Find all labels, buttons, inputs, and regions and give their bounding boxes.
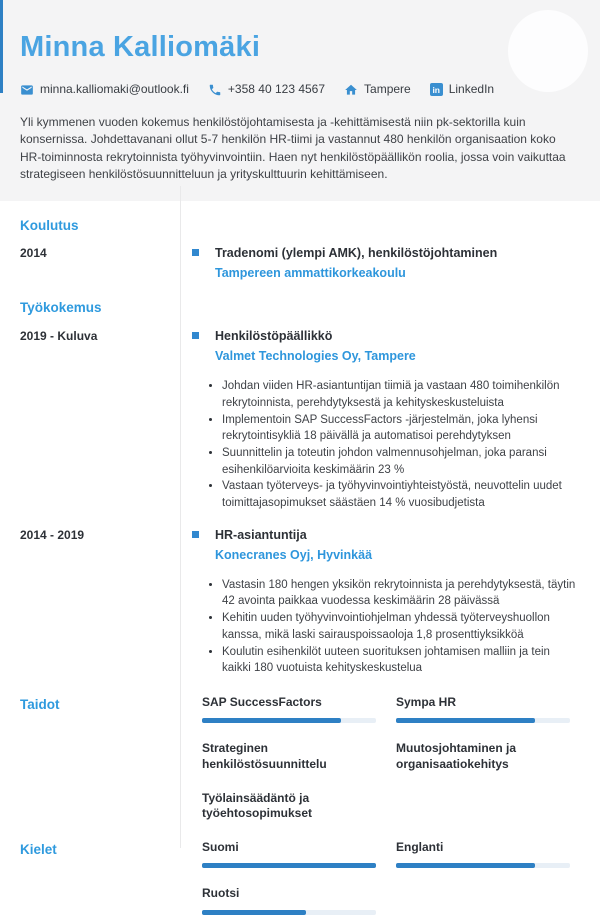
section-experience [0,298,600,676]
school-link[interactable]: Tampereen ammattikorkeakoulu [215,266,406,281]
page-title: Minna Kalliomäki [20,31,261,63]
job2-date: 2014 - 2019 [20,527,85,542]
location-item [344,81,411,98]
location-text: Tampere [364,82,411,97]
language-label: Suomi [202,839,239,854]
job1-date: 2019 - Kuluva [20,328,98,343]
phone-link[interactable] [208,81,325,98]
language-bar-fill [202,863,376,868]
section-skills [0,695,600,822]
contact-row [20,81,580,98]
job1-entry [192,327,580,512]
bullet-item: • Vastasin 180 hengen yksikön rekrytoinnista ja perehdytyksestä, täytin 42 avointa paikkaa vuodessa keskimäärin 28 päivässä [222,577,580,610]
bullet-item: • Suunnittelin ja toteutin johdon valmennusohjelman, joka paransi esihenkilöarvioita keskimäärin 23 % [222,445,580,478]
linkedin-text: LinkedIn [448,82,495,97]
linkedin-link[interactable] [430,81,494,98]
skill-bar-track [202,718,376,723]
resume-body [0,201,600,915]
language-bar-track [202,863,376,868]
languages-grid [202,840,580,915]
entry-marker-icon [192,332,199,339]
skill-label: Muutosjohtaminen ja organisaatiokehitys [396,741,516,772]
summary: Yli kymmenen vuoden kokemus henkilöstöjohtamisesta ja -kehittämisestä niin pk-sektorilla kuin konsernissa. Johdettavanani ollut 5-7 henkilön HR-tiimi ja vastannut 480 henkilön organisaation koko HR-toiminnosta rekrytoinnista työhyvinvointiin. Haen nyt henkilöstöpäällikön roolia, jossa voin vaikuttaa strategiseen henkilöstösuunnitteluun ja yrityskulttuurin kehittämiseen. [20,115,566,181]
skill-item [202,695,376,724]
phone-text: +358 40 123 4567 [227,82,326,97]
language-item [202,840,376,869]
accent-stripe [0,0,3,93]
skill-item [202,791,376,822]
language-bar-fill [396,863,535,868]
education-entry [192,244,580,282]
phone-icon [208,83,222,97]
avatar [508,10,588,92]
education-date: 2014 [20,246,47,261]
section-title-skills: Taidot [20,696,60,712]
section-education [0,216,600,283]
language-item [202,886,376,915]
job1-company-link[interactable]: Valmet Technologies Oy, Tampere [215,349,416,364]
skill-bar-fill [202,718,341,723]
language-bar-track [202,910,376,915]
language-label: Ruotsi [202,886,240,901]
job2-title: HR-asiantuntija [215,527,307,542]
skills-grid [202,695,580,822]
skill-item [202,741,376,772]
bullet-item: • Johdan viiden HR-asiantuntijan tiimiä ja vastaan 480 toimihenkilön rekrytoinnista, perehdytyksestä ja kehityskeskusteluista [222,378,580,411]
job2-company-link[interactable]: Konecranes Oyj, Hyvinkää [215,547,373,562]
skill-label: Sympa HR [396,694,457,709]
home-icon [344,83,358,97]
section-title-education: Koulutus [20,217,79,233]
envelope-icon [20,83,34,97]
skill-bar-track [396,718,570,723]
skill-bar-fill [396,718,535,723]
job2-bullets [192,577,580,677]
bullet-item: • Vastaan työterveys- ja työhyvinvointiyhteistyöstä, neuvottelin uudet toimittajasopimukset säästäen 14 % vuosibudjetista [222,478,580,511]
skill-item [396,695,570,724]
section-languages [0,840,600,915]
entry-marker-icon [192,531,199,538]
skill-item [396,741,570,772]
linkedin-icon: in [430,83,443,96]
section-title-languages: Kielet [20,841,57,857]
header [0,0,600,201]
bullet-item: • Koulutin esihenkilöt uuteen suorituksen johtamisen malliin ja tein kaikki 180 vuotuista kehityskeskustelua [222,644,580,677]
degree-title: Tradenomi (ylempi AMK), henkilöstöjohtaminen [215,246,498,261]
job1-title: Henkilöstöpäällikkö [215,328,333,343]
email-link[interactable] [20,81,189,98]
language-bar-fill [202,910,306,915]
language-label: Englanti [396,839,444,854]
skill-label: Strateginen henkilöstösuunnittelu [202,741,327,772]
section-title-experience: Työkokemus [20,300,102,316]
bullet-item: • Implementoin SAP SuccessFactors -järjestelmän, joka lyhensi rekrytointisykliä 18 päivällä ja automatisoi perehdytyksen [222,412,580,445]
entry-marker-icon [192,249,199,256]
job1-bullets [192,378,580,511]
skill-label: SAP SuccessFactors [202,694,322,709]
email-text: minna.kalliomaki@outlook.fi [40,82,189,97]
column-divider [180,186,181,848]
bullet-item: • Kehitin uuden työhyvinvointiohjelman yhdessä työterveyshuollon kanssa, mikä laski sairauspoissaoloja 1,8 prosenttiyksikköä [222,610,580,643]
skill-label: Työlainsäädäntö ja työehtosopimukset [202,790,313,821]
language-bar-track [396,863,570,868]
language-item [396,840,570,869]
job2-entry [192,526,580,677]
